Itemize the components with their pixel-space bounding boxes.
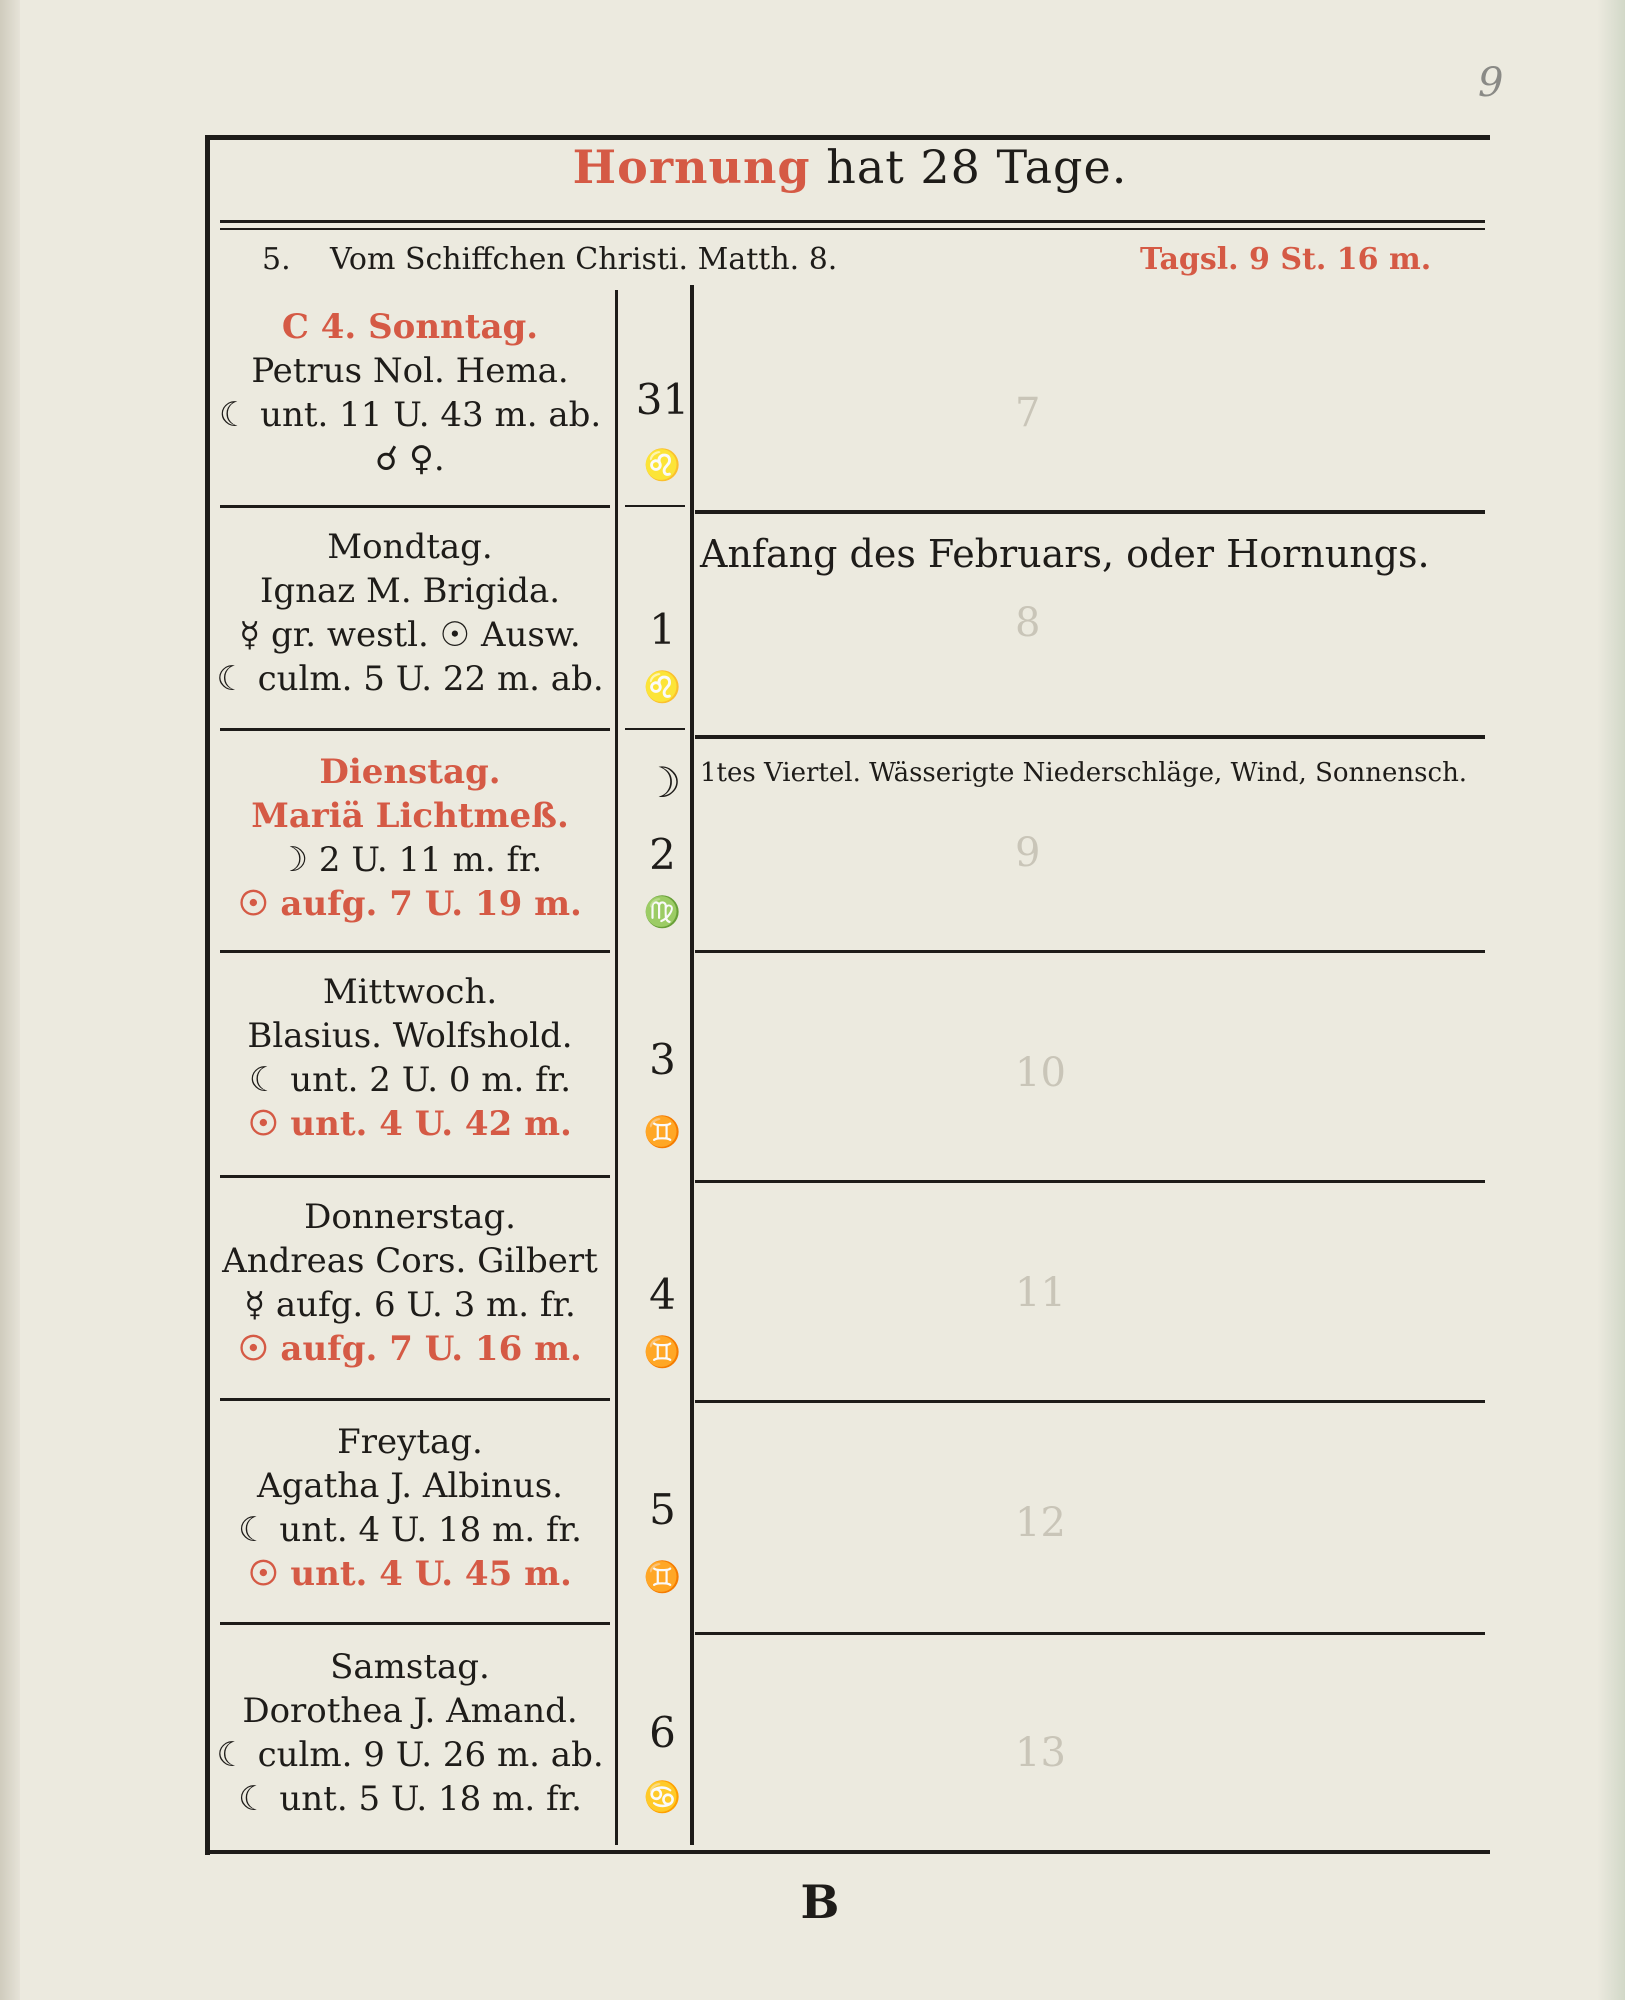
- day-line: ☾ culm. 5 U. 22 m. ab.: [216, 659, 604, 699]
- row-rule: [695, 950, 1485, 953]
- day-line: Andreas Cors. Gilbert: [222, 1241, 598, 1281]
- day-line: ☾ unt. 2 U. 0 m. fr.: [248, 1060, 572, 1100]
- row-rule: [220, 1398, 610, 1401]
- day-line: ☉ aufg. 7 U. 19 m.: [238, 884, 582, 924]
- zodiac-icon: ♋: [643, 1780, 682, 1815]
- day-length: Tagsl. 9 St. 16 m.: [1140, 242, 1432, 277]
- bleed-through-number: 12: [1015, 1500, 1066, 1546]
- day-line: ☉ unt. 4 U. 45 m.: [248, 1554, 572, 1594]
- row-rule: [220, 505, 610, 508]
- left-rule: [205, 135, 210, 1855]
- day-line: Dorothea J. Amand.: [242, 1691, 578, 1731]
- row-rule: [695, 1400, 1485, 1403]
- day-cell-friday: [215, 1420, 605, 1596]
- date-number: 5: [649, 1485, 676, 1534]
- row-rule: [220, 950, 610, 953]
- row-rule: [220, 728, 610, 731]
- day-line: ☌ ♀.: [375, 439, 445, 479]
- day-line: Dienstag.: [319, 752, 501, 792]
- date-number: 2: [649, 830, 676, 879]
- binding-edge: [0, 0, 20, 2000]
- note-text: 1tes Viertel. Wässerigte Niederschläge, Wind, Sonnensch.: [700, 758, 1468, 788]
- bleed-through-number: 8: [1015, 600, 1041, 646]
- date-number: 3: [649, 1035, 676, 1084]
- day-line: ☾ unt. 11 U. 43 m. ab.: [218, 395, 602, 435]
- row-rule: [695, 735, 1485, 739]
- gospel-text: Vom Schiffchen Christi. Matth. 8.: [330, 242, 838, 277]
- day-line: Ignaz M. Brigida.: [259, 571, 561, 611]
- month-name: Hornung: [572, 140, 811, 194]
- day-line: Petrus Nol. Hema.: [251, 351, 569, 391]
- date-number: 1: [649, 605, 676, 654]
- day-cell-thursday: [215, 1195, 605, 1371]
- gospel-number: 5.: [262, 242, 291, 277]
- day-cell-monday: [215, 525, 605, 701]
- day-line: ☿ aufg. 6 U. 3 m. fr.: [244, 1285, 576, 1325]
- column-rule-left: [615, 290, 618, 1845]
- row-rule: [625, 728, 685, 730]
- day-line: Mariä Lichtmeß.: [251, 796, 569, 836]
- day-line: Freytag.: [337, 1422, 483, 1462]
- zodiac-icon: ♊: [643, 1335, 682, 1370]
- day-line: ☉ unt. 4 U. 42 m.: [248, 1104, 572, 1144]
- moon-phase-icon: ☽: [643, 758, 682, 807]
- date-number: 4: [649, 1270, 676, 1319]
- zodiac-icon: ♊: [643, 1115, 682, 1150]
- row-rule: [695, 1180, 1485, 1183]
- zodiac-icon: ♌: [643, 670, 682, 705]
- row-rule: [695, 1632, 1485, 1635]
- pencil-page-number: 9: [1478, 60, 1504, 106]
- day-line: Blasius. Wolfshold.: [247, 1016, 573, 1056]
- day-cell-saturday: [215, 1645, 605, 1821]
- day-line: ☽ 2 U. 11 m. fr.: [277, 840, 543, 880]
- header-rule-thin: [220, 228, 1485, 230]
- bleed-through-number: 11: [1015, 1270, 1066, 1316]
- zodiac-icon: ♊: [643, 1560, 682, 1595]
- date-number: 31: [635, 375, 690, 424]
- day-line: Agatha J. Albinus.: [257, 1466, 563, 1506]
- day-line: Donnerstag.: [304, 1197, 516, 1237]
- month-days: hat 28 Tage.: [826, 140, 1128, 194]
- note-text: Anfang des Februars, oder Hornungs.: [700, 532, 1430, 576]
- zodiac-icon: ♌: [643, 448, 682, 483]
- signature-mark: B: [800, 1875, 840, 1929]
- bleed-through-number: 7: [1015, 390, 1041, 436]
- day-line: ☿ gr. westl. ☉ Ausw.: [239, 615, 581, 655]
- day-line: Mittwoch.: [322, 972, 498, 1012]
- row-rule: [695, 510, 1485, 514]
- bleed-through-number: 13: [1015, 1730, 1066, 1776]
- day-line: ☾ culm. 9 U. 26 m. ab.: [216, 1735, 604, 1775]
- zodiac-icon: ♍: [643, 895, 682, 930]
- day-cell-sunday: [215, 305, 605, 481]
- bleed-through-number: 10: [1015, 1050, 1066, 1096]
- header-rule: [220, 220, 1485, 223]
- row-rule: [625, 505, 685, 507]
- day-line: ☉ aufg. 7 U. 16 m.: [238, 1329, 582, 1369]
- day-line: C 4. Sonntag.: [281, 307, 539, 347]
- day-line: Samstag.: [330, 1647, 490, 1687]
- day-line: ☾ unt. 5 U. 18 m. fr.: [238, 1779, 582, 1819]
- day-cell-tuesday: [215, 750, 605, 926]
- bleed-through-number: 9: [1015, 830, 1041, 876]
- row-rule: [220, 1175, 610, 1178]
- page-right-edge: [1597, 0, 1625, 2000]
- day-line: ☾ unt. 4 U. 18 m. fr.: [238, 1510, 582, 1550]
- date-number: 6: [649, 1708, 676, 1757]
- day-line: Mondtag.: [327, 527, 493, 567]
- month-title: [215, 140, 1485, 194]
- row-rule: [220, 1622, 610, 1625]
- day-cell-wednesday: [215, 970, 605, 1146]
- bottom-rule: [205, 1850, 1490, 1854]
